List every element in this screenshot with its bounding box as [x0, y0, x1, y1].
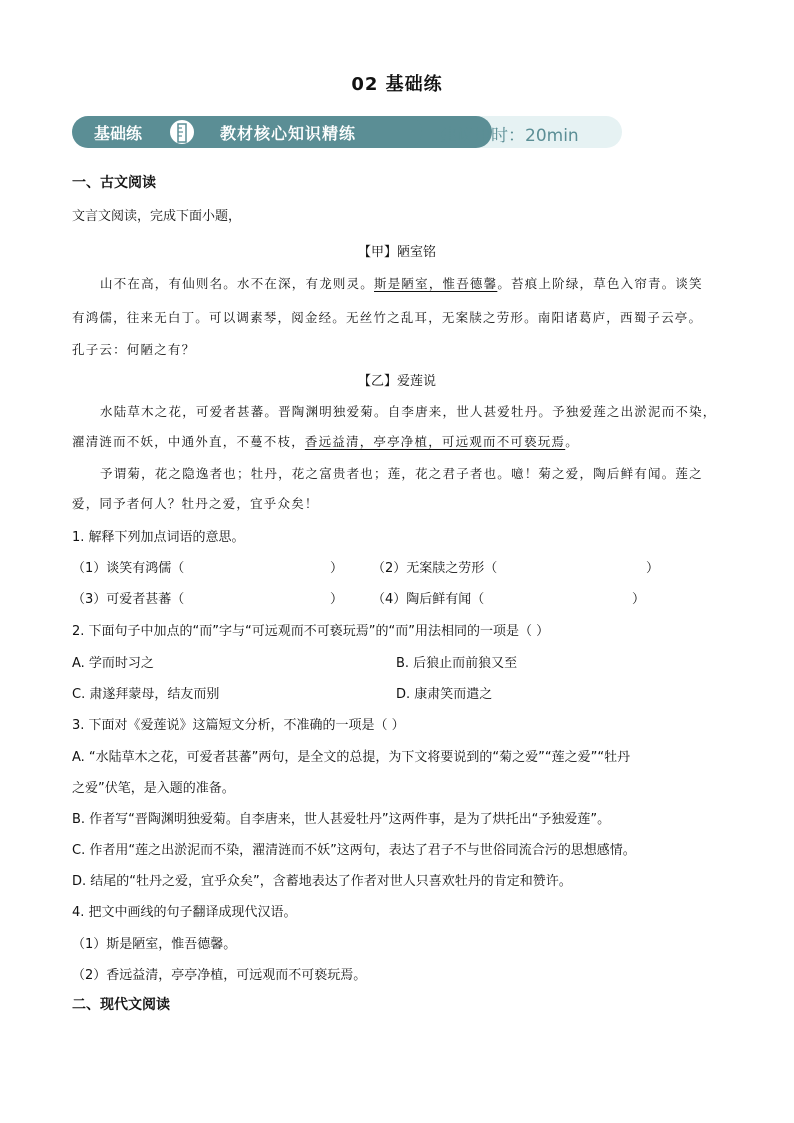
- q2-option-d: D. 康肃笑而遣之: [396, 687, 493, 702]
- ruler-icon: [168, 118, 196, 146]
- yi-paragraph-line4: 爱，同予者何人？牡丹之爱，宜乎众矣！: [72, 496, 319, 511]
- q3-option-a-line1: A. “水陆草木之花，可爱者甚蕃”两句，是全文的总提，为下文将要说到的“菊之爱”“莲之爱”“牡丹: [72, 750, 631, 765]
- yi-text: 濯清涟而不妖，中通外直，不蔓不枝，: [72, 434, 305, 449]
- q1-item-3: （3）可爱者甚蕃（: [72, 592, 185, 607]
- q4-stem: 4. 把文中画线的句子翻译成现代汉语。: [72, 905, 297, 920]
- q1-item-4: （4）陶后鲜有闻（: [372, 592, 485, 607]
- q1-item-2: （2）无案牍之劳形（: [372, 561, 498, 576]
- page-title: 02 基础练: [351, 74, 443, 95]
- banner-suggested-time: 建议用时：20min: [440, 126, 579, 146]
- yi-paragraph-line2: [72, 432, 579, 450]
- section1-intro: 文言文阅读，完成下面小题，: [72, 209, 242, 224]
- jia-title: 【甲】陋室铭: [357, 245, 436, 260]
- q4-sentence-1: （1）斯是陋室，惟吾德馨。: [72, 937, 237, 952]
- q2-option-c: C. 肃遂拜蒙母，结友而别: [72, 687, 220, 702]
- q1-item-3-close: ）: [330, 592, 344, 607]
- q2-stem: 2. 下面句子中加点的“而”字与“可远观而不可亵玩焉”的“而”用法相同的一项是（ ）: [72, 624, 550, 639]
- q3-option-d: D. 结尾的“牡丹之爱，宜乎众矣”，含蓄地表达了作者对世人只喜欢牡丹的肯定和赞许。: [72, 874, 572, 889]
- q1-item-2-close: ）: [646, 561, 660, 576]
- q2-option-b: B. 后狼止而前狼又至: [396, 656, 518, 671]
- q3-stem: 3. 下面对《爱莲说》这篇短文分析，不准确的一项是（ ）: [72, 718, 405, 733]
- jia-paragraph-line2: 有鸿儒，往来无白丁。可以调素琴，阅金经。无丝竹之乱耳，无案牍之劳形。南阳诸葛庐，西蜀子云亭。: [72, 310, 703, 325]
- section2-heading: 二、现代文阅读: [72, 997, 170, 1013]
- banner-left-label: 基础练: [94, 124, 143, 143]
- q3-option-c: C. 作者用“莲之出淤泥而不染，濯清涟而不妖”这两句，表达了君子不与世俗同流合污的思想感情。: [72, 843, 636, 858]
- q4-sentence-2: （2）香远益清，亭亭净植，可远观而不可亵玩焉。: [72, 968, 367, 983]
- q1-item-4-close: ）: [632, 592, 646, 607]
- q3-option-b: B. 作者写“晋陶渊明独爱菊。自李唐来，世人甚爱牡丹”这两件事，是为了烘托出“予独爱莲”。: [72, 812, 611, 827]
- yi-underlined-sentence: 香远益清，亭亭净植，可远观而不可亵玩焉: [304, 434, 566, 449]
- q1-item-1-close: ）: [330, 561, 344, 576]
- jia-text: 。苔痕上阶绿，草色入帘青。谈笑: [497, 276, 703, 291]
- yi-paragraph-line1: 水陆草木之花，可爱者甚蕃。晋陶渊明独爱菊。自李唐来，世人甚爱牡丹。予独爱莲之出淤泥而不染，: [100, 404, 717, 419]
- section1-heading: 一、古文阅读: [72, 175, 156, 191]
- yi-paragraph-line3: 予谓菊，花之隐逸者也；牡丹，花之富贵者也；莲，花之君子者也。噫！菊之爱，陶后鲜有闻。莲之: [100, 466, 703, 481]
- jia-underlined-sentence: 斯是陋室，惟吾德馨: [374, 276, 498, 291]
- jia-paragraph-line1: [100, 274, 703, 292]
- q3-option-a-line2: 之爱”伏笔，是入题的准备。: [72, 781, 235, 796]
- q1-stem: 1. 解释下列加点词语的意思。: [72, 530, 245, 545]
- banner-middle-label: 教材核心知识精练: [220, 124, 357, 143]
- jia-paragraph-line3: 孔子云：何陋之有？: [72, 342, 196, 357]
- q2-option-a: A. 学而时习之: [72, 656, 154, 671]
- q1-item-1: （1）谈笑有鸿儒（: [72, 561, 185, 576]
- section-banner: [72, 116, 622, 148]
- yi-title: 【乙】爱莲说: [357, 374, 436, 389]
- yi-text: 。: [565, 434, 579, 449]
- jia-text: 山不在高，有仙则名。水不在深，有龙则灵。: [100, 276, 375, 291]
